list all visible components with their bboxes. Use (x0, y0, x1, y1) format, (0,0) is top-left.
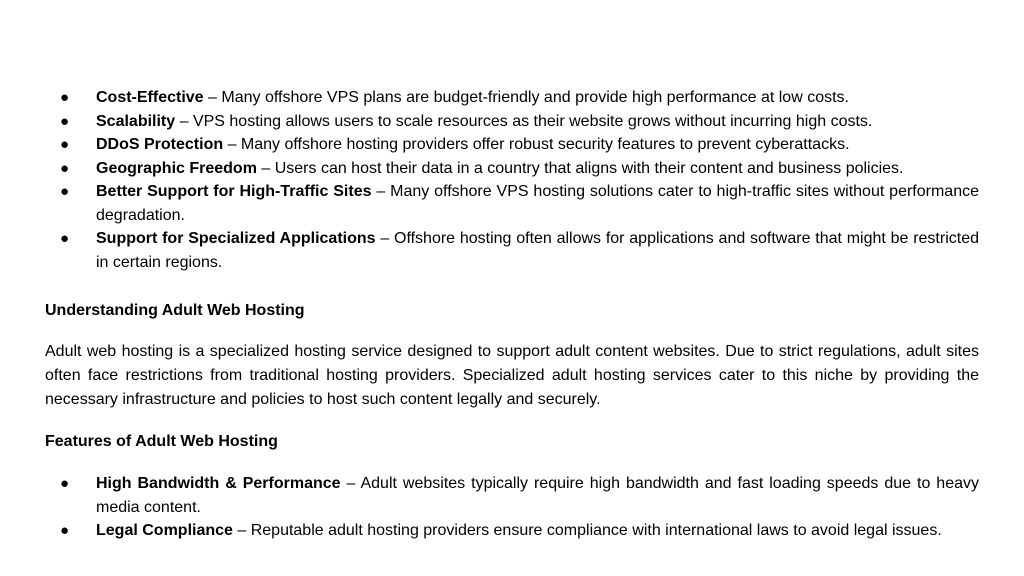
section-heading-understanding: Understanding Adult Web Hosting (45, 302, 305, 319)
bullet-icon: ● (60, 475, 70, 492)
item-description: – Many offshore VPS hosting solutions cater to high-traffic sites without performance degradation. (96, 183, 979, 224)
item-term: Better Support for High-Traffic Sites (96, 183, 372, 200)
bullet-icon: ● (60, 230, 70, 247)
item-description: – Reputable adult hosting providers ensure compliance with international laws to avoid legal issues. (232, 522, 942, 539)
item-description: – Many offshore hosting providers offer robust security features to prevent cyberattacks. (223, 136, 850, 153)
bullet-icon: ● (60, 136, 70, 153)
list-item (0, 157, 1024, 181)
list-item (0, 86, 1024, 110)
item-description: – Users can host their data in a country that aligns with their content and business policies. (256, 159, 904, 177)
item-term: High Bandwidth & Performance (96, 475, 341, 492)
bullet-icon: ● (60, 522, 70, 539)
list-item (0, 180, 1024, 227)
bullet-icon: ● (60, 112, 70, 130)
item-term: Support for Specialized Applications (96, 230, 376, 247)
features-list (0, 472, 1024, 543)
list-item (0, 110, 1024, 134)
item-description: – Offshore hosting often allows for applications and software that might be restricted in certain regions. (96, 230, 980, 271)
section-heading-features: Features of Adult Web Hosting (45, 433, 278, 450)
advantages-list (0, 86, 1024, 274)
list-item (0, 519, 1024, 543)
list-item (0, 227, 1024, 274)
section-paragraph-understanding: Adult web hosting is a specialized hosting service designed to support adult content websites. Due to strict regulations, adult sites often face restrictions from traditional hosting providers. Specialized adult hosting services cater to this niche by providing the necessary infrastructure and policies to host such content legally and securely. (45, 343, 979, 408)
item-description: – VPS hosting allows users to scale resources as their website grows without incurring high costs. (175, 112, 873, 130)
item-description: – Adult websites typically require high bandwidth and fast loading speeds due to heavy media content. (96, 475, 979, 516)
item-term: Legal Compliance (96, 522, 233, 539)
item-term: Geographic Freedom (96, 159, 257, 177)
list-item (0, 133, 1024, 157)
bullet-icon: ● (60, 183, 70, 200)
item-term: Cost-Effective (96, 89, 204, 106)
item-term: DDoS Protection (96, 136, 224, 153)
list-item (0, 472, 1024, 519)
item-term: Scalability (96, 112, 176, 130)
bullet-icon: ● (60, 89, 70, 106)
item-description: – Many offshore VPS plans are budget-friendly and provide high performance at low costs. (203, 89, 849, 106)
bullet-icon: ● (60, 159, 70, 177)
